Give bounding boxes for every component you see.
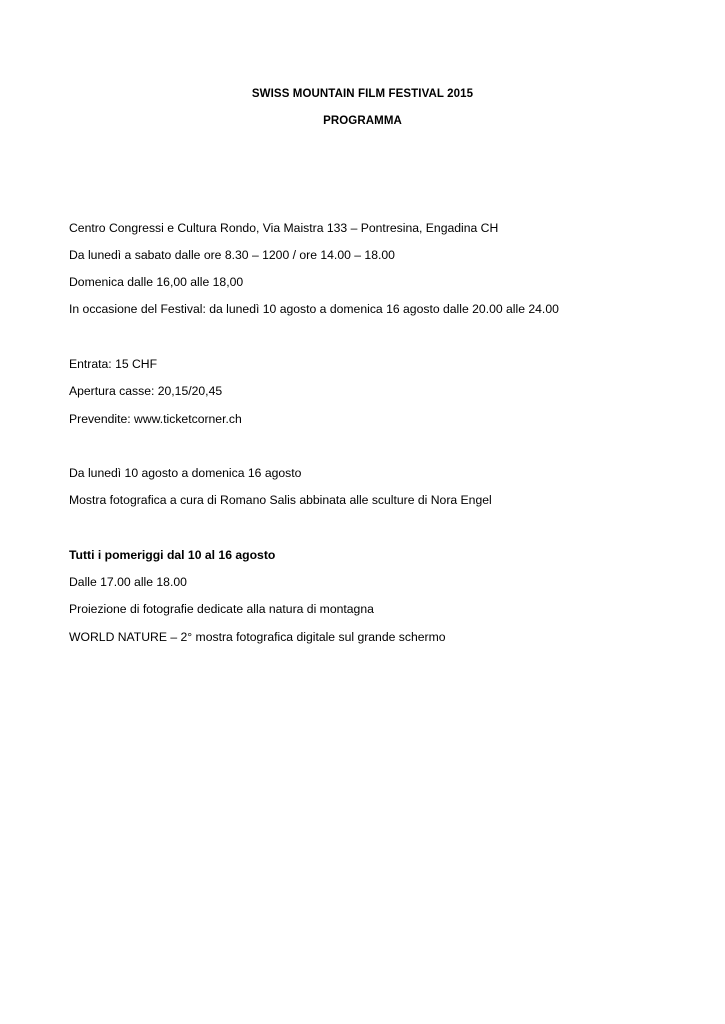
entry-price: Entrata: 15 CHF — [69, 357, 158, 371]
box-office-opening: Apertura casse: 20,15/20,45 — [69, 384, 223, 398]
exhibition-dates: Da lunedì 10 agosto a domenica 16 agosto — [69, 466, 302, 480]
sunday-hours: Domenica dalle 16,00 alle 18,00 — [69, 275, 244, 289]
exhibition-description: Mostra fotografica a cura di Romano Salis abbinata alle sculture di Nora Engel — [69, 493, 492, 507]
afternoons-time: Dalle 17.00 alle 18.00 — [69, 575, 187, 589]
document-title: SWISS MOUNTAIN FILM FESTIVAL 2015 — [251, 88, 474, 100]
afternoons-heading: Tutti i pomeriggi dal 10 al 16 agosto — [69, 548, 276, 562]
weekday-hours: Da lunedì a sabato dalle ore 8.30 – 1200 / ore 14.00 – 18.00 — [69, 248, 395, 262]
document-subtitle: PROGRAMMA — [323, 115, 402, 127]
festival-hours: In occasione del Festival: da lunedì 10 agosto a domenica 16 agosto dalle 20.00 alle 24.00 — [69, 302, 559, 316]
presale-info: Prevendite: www.ticketcorner.ch — [69, 412, 242, 426]
world-nature-exhibition: WORLD NATURE – 2° mostra fotografica digitale sul grande schermo — [69, 630, 446, 644]
afternoons-projection: Proiezione di fotografie dedicate alla natura di montagna — [69, 602, 374, 616]
venue-address: Centro Congressi e Cultura Rondo, Via Maistra 133 – Pontresina, Engadina CH — [69, 221, 499, 235]
